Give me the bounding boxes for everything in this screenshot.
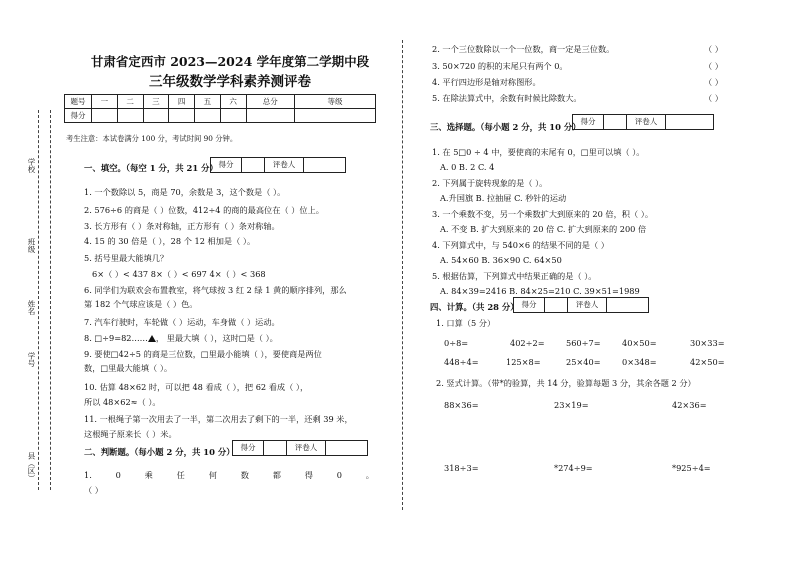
grader-score-cell[interactable] [545,298,568,312]
section1-title: 一、填空。（每空 1 分，共 21 分） [84,163,218,173]
section3-title: 三、选择题。（每小题 2 分，共 10 分） [430,122,581,132]
binding-label-county: 县（区） [27,452,36,482]
oral-calc-title: 1. 口算（5 分） [436,318,496,328]
vertical-problem: *274÷9= [554,463,593,473]
exam-title-line2: 三年级数学学科素养测评卷 [149,74,311,90]
fill-item-5-ineq: 6×（ ）< 437 8×（ ）< 697 4×（ ）< 368 [92,269,266,279]
oral-problem: 402÷2= [510,338,545,348]
fill-item-10-cont: 所以 48×62≈（ ）。 [84,397,161,407]
choice-item-2: 2. 下列属于旋转现象的是（ ）。 [432,178,548,188]
grader-score-label: 得分 [573,115,604,129]
oral-problem: 25×40= [566,357,601,367]
score-cell[interactable] [246,109,295,123]
judge-item-2: 2. 一个三位数除以一个一位数，商一定是三位数。 [432,44,615,54]
oral-problem: 560÷7= [566,338,601,348]
score-cell[interactable] [117,109,143,123]
score-cell[interactable] [143,109,169,123]
choice-options-3: A. 不变 B. 扩大到原来的 20 倍 C. 扩大到原来的 200 倍 [440,224,647,234]
judge-word: 1. [84,470,92,480]
grader-reviewer-label: 评卷人 [627,115,666,129]
fill-item-8 [84,333,278,343]
judge-word: 0 [115,470,121,480]
fill-item-11-cont: 这根绳子原来长（ ）米。 [84,429,177,439]
grader-reviewer-cell[interactable] [326,441,367,455]
judge-item-5: 5. 在除法算式中，余数有时候比除数大。 [432,93,582,103]
judge-paren-2[interactable]: （ ） [704,44,723,54]
choice-options-1: A. 0 B. 2 C. 4 [440,162,495,172]
fill-item-8-eq: 8. □÷9=82…… [84,333,148,343]
score-table [64,94,376,123]
fill-item-1: 1. 一个数除以 5，商是 70，余数是 3，这个数是（ ）。 [84,187,286,197]
score-header: 二 [117,95,143,109]
fill-item-6: 6. 同学们为联欢会布置教室，将气球按 3 红 2 绿 1 黄的顺序排列，那么 [84,285,347,295]
score-header: 六 [220,95,246,109]
vertical-problem: 23×19= [554,400,589,410]
grader-score-cell[interactable] [264,441,287,455]
oral-problem: 448÷4= [444,357,479,367]
choice-item-3: 3. 一个乘数不变，另一个乘数扩大到原来的 20 倍，积（ ）。 [432,209,654,219]
exam-title-line1: 甘肃省定西市 2023—2024 学年度第二学期中段 [90,54,370,69]
judge-item-3: 3. 50×720 的积的末尾只有两个 0。 [432,61,568,71]
oral-problem: 125×8= [506,357,541,367]
vertical-calc-title: 2. 竖式计算。（带*的验算，共 14 分，验算每题 3 分，其余各题 2 分） [436,378,696,388]
vertical-problem: 42×36= [672,400,707,410]
fill-item-10: 10. 估算 48×62 时，可以把 48 看成（ ），把 62 看成（ ）， [84,382,309,392]
score-cell[interactable] [220,109,246,123]
score-header: 总分 [246,95,295,109]
score-header: 等级 [295,95,376,109]
choice-options-2: A.升国旗 B. 拉抽屉 C. 秒针的运动 [440,193,567,203]
judge-paren-5[interactable]: （ ） [704,93,723,103]
judge-item-1-paren[interactable]: （ ） [84,485,103,495]
score-cell[interactable] [195,109,221,123]
score-header: 三 [143,95,169,109]
grader-score-cell[interactable] [604,115,627,129]
oral-problem: 42×50= [690,357,725,367]
grader-reviewer-cell[interactable] [607,298,648,312]
vertical-problem: 318÷3= [444,463,479,473]
fill-item-5: 5. 括号里最大能填几？ [84,253,169,263]
score-cell[interactable] [92,109,118,123]
fill-item-2: 2. 576÷6 的商是（ ）位数，412÷4 的商的最高位在（ ）位上。 [84,205,324,215]
judge-item-1 [84,470,374,480]
judge-word: 数 [240,470,249,480]
grader-reviewer-cell[interactable] [666,115,713,129]
judge-word: 0 [336,470,342,480]
judge-word: 任 [176,470,185,480]
triangle-icon [148,335,156,342]
binding-label-name: 姓名 [27,300,36,315]
grader-reviewer-label: 评卷人 [265,158,304,172]
vertical-problem: 88×36= [444,400,479,410]
fill-item-3: 3. 长方形有（ ）条对称轴，正方形有（ ）条对称轴。 [84,221,280,231]
grader-score-label: 得分 [211,158,242,172]
score-cell[interactable] [169,109,195,123]
fill-item-9: 9. 要使□42÷5 的商是三位数，□里最小能填（ ），要使商是两位 [84,349,322,359]
fill-item-11: 11. 一根绳子第一次用去了一半，第二次用去了剩下的一半，还剩 39 米， [84,414,353,424]
fill-item-7: 7. 汽车行驶时，车轮做（ ）运动，车身做（ ）运动。 [84,317,280,327]
section2-title: 二、判断题。（每小题 2 分，共 10 分） [84,447,235,457]
binding-label-id: 学号 [27,352,36,367]
vertical-problem: *925÷4= [672,463,711,473]
score-row-label: 得分 [65,109,92,123]
page-divider [402,40,403,510]
score-cell[interactable] [295,109,376,123]
judge-paren-3[interactable]: （ ） [704,61,723,71]
score-header: 题号 [65,95,92,109]
grader-box-2 [232,440,368,456]
judge-word: 都 [272,470,281,480]
score-header: 五 [195,95,221,109]
fill-item-4: 4. 15 的 30 倍是（ ），28 个 12 相加是（ ）。 [84,236,256,246]
fill-item-6-cont: 第 182 个气球应该是（ ）色。 [84,299,198,309]
score-header: 四 [169,95,195,109]
oral-problem: 30×33= [690,338,725,348]
oral-problem: 0÷8= [444,338,469,348]
binding-line-outer [38,110,39,490]
judge-item-4: 4. 平行四边形是轴对称图形。 [432,77,541,87]
binding-label-school: 学校 [27,158,36,173]
grader-box-3 [572,114,714,130]
judge-paren-4[interactable]: （ ） [704,77,723,87]
choice-item-1: 1. 在 5□0 ÷ 4 中，要使商的末尾有 0，□里可以填（ ）。 [432,147,645,157]
judge-word: 。 [365,470,374,480]
judge-word: 得 [304,470,313,480]
grader-score-label: 得分 [514,298,545,312]
grader-box-4 [513,297,649,313]
choice-item-5: 5. 根据估算，下列算式中结果正确的是（ ）。 [432,271,597,281]
grader-reviewer-label: 评卷人 [287,441,326,455]
grader-box-1 [210,157,346,173]
grader-reviewer-cell[interactable] [304,158,345,172]
choice-options-5: A. 84×39=2416 B. 84×25=210 C. 39×51=1989 [440,286,640,296]
section4-title: 四、计算。（共 28 分） [430,302,519,312]
oral-problem: 40×50= [622,338,657,348]
choice-options-4: A. 54×60 B. 36×90 C. 64×50 [440,255,562,265]
binding-label-class: 班级 [27,238,36,253]
score-header: 一 [92,95,118,109]
judge-word: 乘 [144,470,153,480]
binding-line-inner [50,110,51,490]
grader-score-cell[interactable] [242,158,265,172]
exam-note: 考生注意：本试卷满分 100 分，考试时间 90 分钟。 [66,134,238,143]
judge-word: 何 [208,470,217,480]
choice-item-4: 4. 下列算式中，与 540×6 的结果不同的是（ ） [432,240,609,250]
grader-reviewer-label: 评卷人 [568,298,607,312]
fill-item-9-cont: 数，□里最大能填（ ）。 [84,363,173,373]
fill-item-8-rest: ， 里最大填（ ），这时□是（ ）。 [155,333,278,343]
oral-problem: 0×348= [622,357,657,367]
grader-score-label: 得分 [233,441,264,455]
